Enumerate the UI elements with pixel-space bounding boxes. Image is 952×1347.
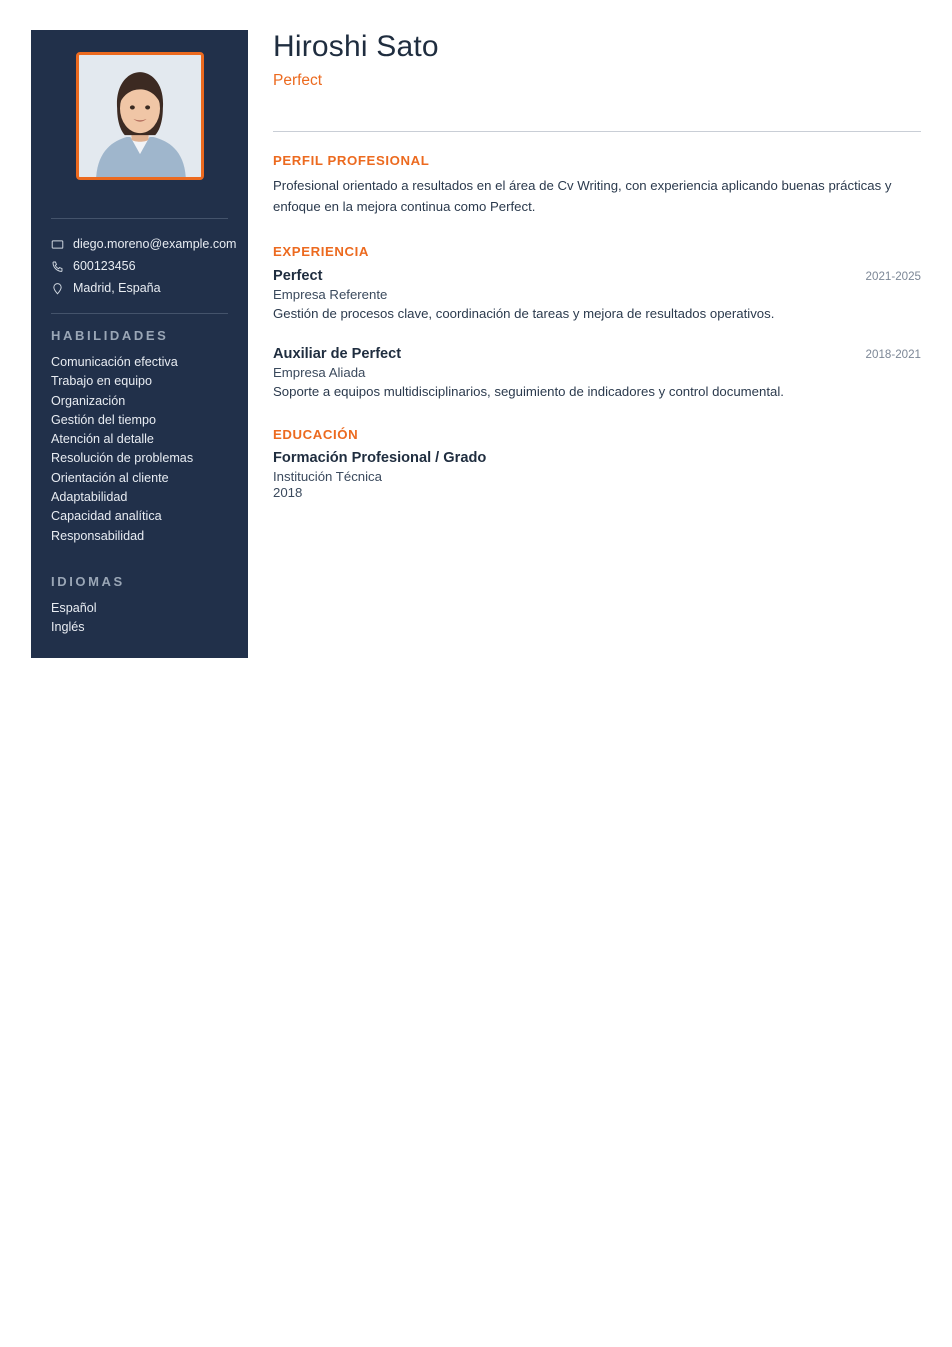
skills-list bbox=[51, 353, 228, 546]
section-title-experience: EXPERIENCIA bbox=[273, 244, 370, 259]
list-item: Español bbox=[51, 600, 97, 615]
mail-icon bbox=[51, 238, 64, 251]
experience-item-head bbox=[273, 268, 921, 284]
contact-location bbox=[51, 277, 228, 299]
experience-item-desc: Gestión de procesos clave, coordinación de tareas y mejora de resultados operativos. bbox=[273, 306, 775, 321]
list-item: Orientación al cliente bbox=[51, 470, 169, 485]
phone-icon bbox=[51, 260, 64, 273]
list-item: Atención al detalle bbox=[51, 432, 154, 447]
header-divider bbox=[273, 131, 921, 132]
list-item: Resolución de problemas bbox=[51, 451, 194, 466]
sidebar-divider-top bbox=[51, 218, 228, 219]
location-pin-icon bbox=[51, 282, 64, 295]
main-content bbox=[273, 30, 921, 500]
education-degree: Formación Profesional / Grado bbox=[273, 450, 487, 466]
section-title-profile: PERFIL PROFESIONAL bbox=[273, 153, 430, 168]
experience-item-title: Auxiliar de Perfect bbox=[273, 346, 402, 362]
experience-item-head bbox=[273, 346, 921, 362]
list-item: Capacidad analítica bbox=[51, 509, 162, 524]
list-item: Organización bbox=[51, 393, 126, 408]
contact-phone[interactable] bbox=[51, 255, 228, 277]
list-item: Comunicación efectiva bbox=[51, 355, 178, 369]
contact-email-value: diego.moreno@example.com bbox=[73, 237, 237, 251]
page-title: Hiroshi Sato bbox=[273, 30, 439, 63]
list-item: Trabajo en equipo bbox=[51, 374, 153, 389]
list-item: Responsabilidad bbox=[51, 528, 145, 543]
experience-item-date: 2021-2025 bbox=[865, 270, 921, 283]
job-role: Perfect bbox=[273, 72, 323, 89]
section-title-education: EDUCACIÓN bbox=[273, 427, 359, 442]
contact-phone-value: 600123456 bbox=[73, 259, 136, 273]
experience-item-desc: Soporte a equipos multidisciplinarios, seguimiento de indicadores y control documental. bbox=[273, 384, 784, 399]
languages-heading: IDIOMAS bbox=[51, 573, 125, 589]
contact-email[interactable] bbox=[51, 233, 237, 255]
education-institution: Institución Técnica bbox=[273, 469, 382, 484]
education-item bbox=[273, 450, 921, 500]
list-item: Adaptabilidad bbox=[51, 490, 128, 505]
list-item: Gestión del tiempo bbox=[51, 412, 157, 427]
profile-text: Profesional orientado a resultados en el área de Cv Writing, con experiencia aplicando buenas prácticas y enfoque en la mejora continua como Perfect. bbox=[273, 178, 892, 214]
languages-list bbox=[51, 599, 228, 638]
list-item: Inglés bbox=[51, 620, 85, 635]
experience-item bbox=[273, 268, 921, 324]
contact-location-value: Madrid, España bbox=[73, 281, 161, 295]
experience-item-date: 2018-2021 bbox=[865, 348, 921, 361]
education-year: 2018 bbox=[273, 485, 303, 500]
experience-item-title: Perfect bbox=[273, 268, 323, 284]
experience-item-org: Empresa Aliada bbox=[273, 365, 366, 380]
sidebar-divider-skills bbox=[51, 313, 228, 314]
sidebar bbox=[31, 30, 248, 658]
experience-item-org: Empresa Referente bbox=[273, 287, 388, 302]
experience-item bbox=[273, 346, 921, 402]
skills-heading: HABILIDADES bbox=[51, 328, 169, 343]
profile-photo bbox=[76, 52, 204, 180]
